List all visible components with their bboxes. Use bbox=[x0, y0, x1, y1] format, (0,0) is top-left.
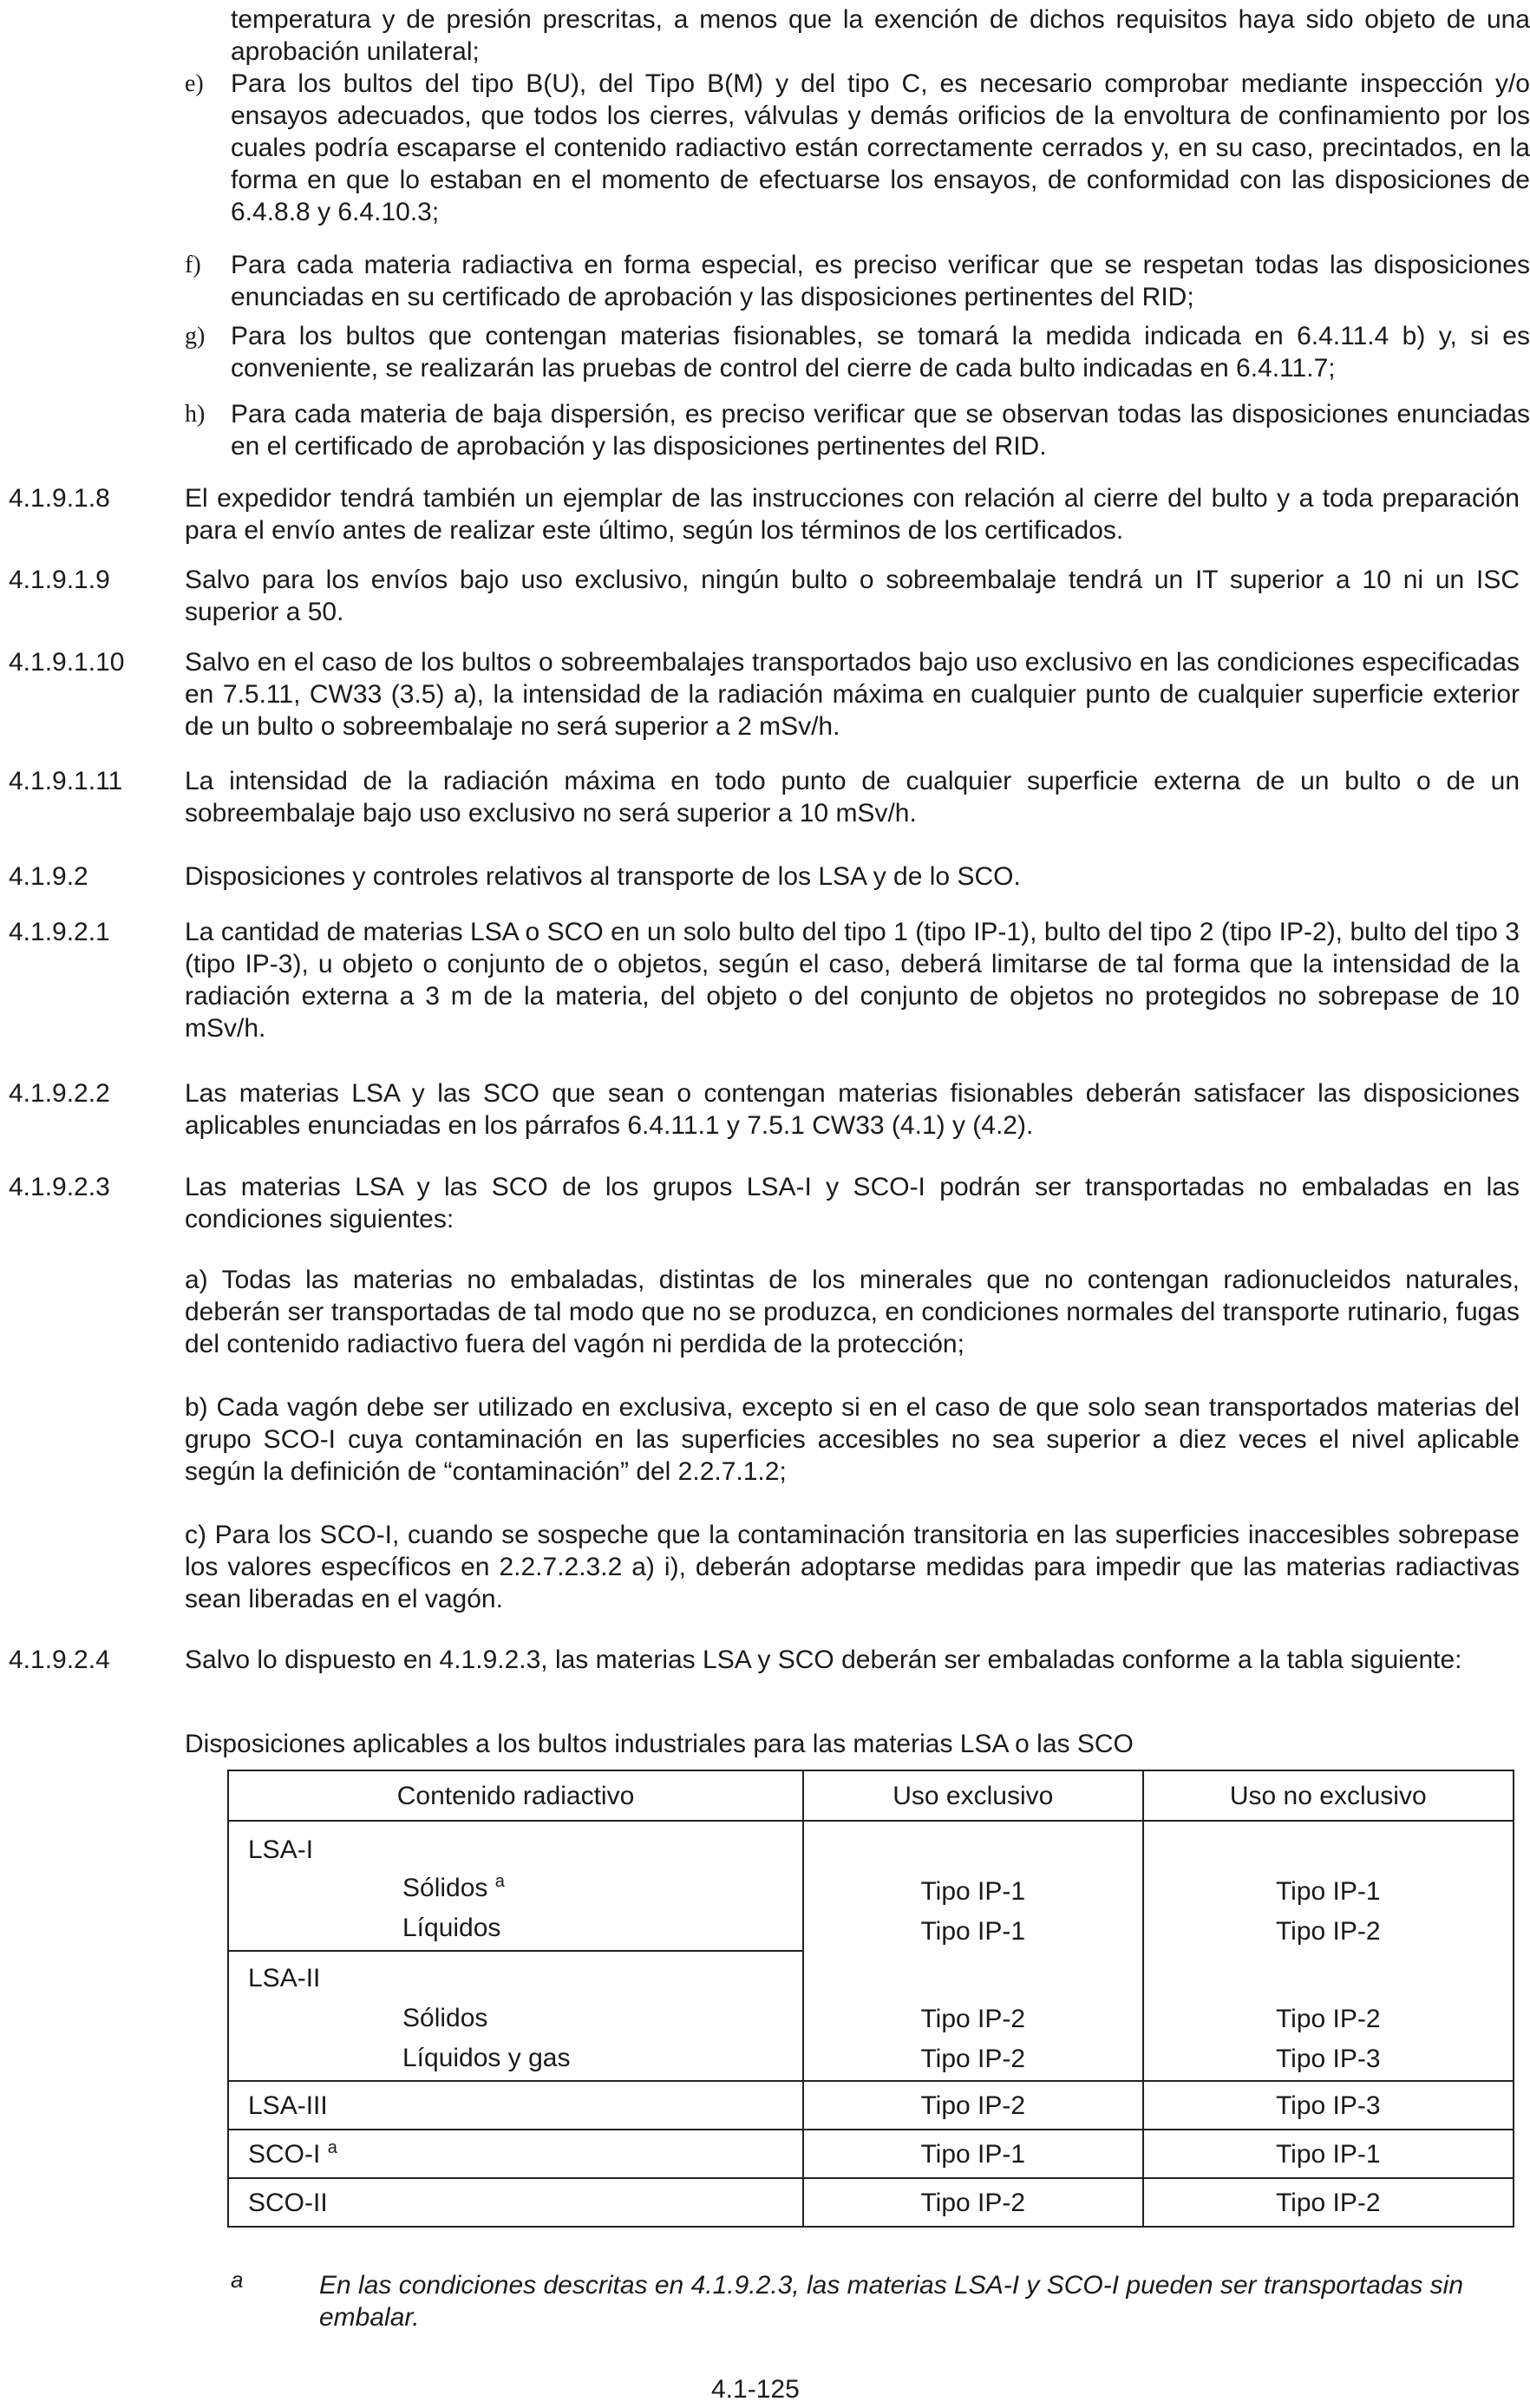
header-contenido: Contenido radiactivo bbox=[228, 1770, 803, 1821]
section-number: 4.1.9.2.4 bbox=[9, 1646, 110, 1674]
section-text: Salvo lo dispuesto en 4.1.9.2.3, las materias LSA y SCO deberán ser embaladas conforme a la tabla siguiente: bbox=[185, 1646, 1462, 1674]
table-row-lsa-i bbox=[228, 1821, 1514, 1951]
row-label: LSA-I bbox=[248, 1835, 314, 1864]
list-letter: e) bbox=[185, 70, 204, 97]
list-text: Para cada materia de baja dispersión, es preciso verificar que se observan todas las disposiciones enunciadas en el certificado de aprobación y las disposiciones pertinentes del RID. bbox=[231, 400, 1530, 461]
section-number: 4.1.9.1.8 bbox=[9, 484, 110, 513]
section-heading: Disposiciones y controles relativos al transporte de los LSA y de lo SCO. bbox=[185, 862, 1021, 891]
header-uso-no-exclusivo: Uso no exclusivo bbox=[1143, 1770, 1514, 1821]
sub-label-liquidos-gas: Líquidos y gas bbox=[402, 2044, 571, 2072]
value: Tipo IP-1 bbox=[1275, 1877, 1381, 1906]
section-text: Las materias LSA y las SCO que sean o contengan materias fisionables deberán satisfacer las disposiciones aplicables enunciadas en los párrafos 6.4.11.1 y 7.5.1 CW33 (4.1) y (4.2). bbox=[185, 1079, 1520, 1140]
condition-a: a) Todas las materias no embaladas, distintas de los minerales que no contengan radionucleidos naturales, deberán ser transportadas de tal modo que no se produzca, en condiciones normales del transporte rutinario, fugas del contenido radiactivo fuera del vagón ni perdida de la protección; bbox=[185, 1266, 1520, 1358]
footnote-mark: a bbox=[231, 2267, 244, 2293]
list-letter: f) bbox=[185, 252, 201, 278]
value: Tipo IP-1 bbox=[1143, 2130, 1514, 2178]
value: Tipo IP-2 bbox=[1275, 2005, 1381, 2033]
sub-label-liquidos: Líquidos bbox=[402, 1914, 501, 1942]
section-number: 4.1.9.1.11 bbox=[9, 767, 123, 795]
item-d-continuation: temperatura y de presión prescritas, a menos que la exención de dichos requisitos haya sido objeto de una aprobación unilateral; bbox=[231, 5, 1530, 66]
row-label: SCO-II bbox=[228, 2178, 803, 2227]
section-number: 4.1.9.1.10 bbox=[9, 648, 125, 677]
value: Tipo IP-2 bbox=[1143, 2178, 1514, 2227]
table-caption: Disposiciones aplicables a los bultos industriales para las materias LSA o las SCO bbox=[185, 1730, 1134, 1758]
section-text: El expedidor tendrá también un ejemplar de las instrucciones con relación al cierre del bulto y a toda preparación para el envío antes de realizar este último, según los términos de los certificados. bbox=[185, 484, 1520, 545]
table-row-sco-i bbox=[228, 2130, 1514, 2178]
section-number: 4.1.9.2 bbox=[9, 862, 88, 891]
value: Tipo IP-1 bbox=[803, 2130, 1143, 2178]
section-text: Las materias LSA y las SCO de los grupos LSA-I y SCO-I podrán ser transportadas no embaladas en las condiciones siguientes: bbox=[185, 1173, 1520, 1233]
section-text: Salvo para los envíos bajo uso exclusivo, ningún bulto o sobreembalaje tendrá un IT superior a 10 ni un ISC superior a 50. bbox=[185, 566, 1520, 626]
value: Tipo IP-2 bbox=[920, 2045, 1026, 2073]
list-text: Para los bultos del tipo B(U), del Tipo B(M) y del tipo C, es necesario comprobar mediante inspección y/o ensayos adecuados, que todos los cierres, válvulas y demás orificios de la envoltura de confinamiento por los cuales podría escaparse el contenido radiactivo están correctamente cerrados y, en su caso, precintados, en la forma en que lo estaban en el momento de efectuarse los ensayos, de conformidad con las disposiciones de 6.4.8.8 y 6.4.10.3; bbox=[231, 69, 1530, 226]
page-number: 4.1-125 bbox=[711, 2375, 800, 2404]
list-text: Para cada materia radiactiva en forma especial, es preciso verificar que se respetan todas las disposiciones enunciadas en su certificado de aprobación y las disposiciones pertinentes del RID; bbox=[231, 251, 1530, 311]
condition-c: c) Para los SCO-I, cuando se sospeche que la contaminación transitoria en las superficies inaccesibles sobrepase los valores específicos en 2.2.7.2.3.2 a) i), deberán adoptarse medidas para impedir que las materias radiactivas sean liberadas en el vagón. bbox=[185, 1521, 1520, 1613]
table-row-lsa-iii bbox=[228, 2081, 1514, 2130]
value: Tipo IP-2 bbox=[803, 2178, 1143, 2227]
value: Tipo IP-2 bbox=[803, 2081, 1143, 2130]
value: Tipo IP-2 bbox=[920, 2005, 1026, 2033]
cell-lsa-i-nonexcl bbox=[1143, 1821, 1514, 1951]
list-text: Para los bultos que contengan materias fisionables, se tomará la medida indicada en 6.4.11.4 b) y, si es conveniente, se realizarán las pruebas de control del cierre de cada bulto indicadas en 6.4.11.7; bbox=[231, 322, 1530, 383]
section-number: 4.1.9.2.2 bbox=[9, 1079, 110, 1108]
row-label-sco-i: SCO-I $^a$ bbox=[228, 2130, 803, 2178]
section-text: Salvo en el caso de los bultos o sobreembalajes transportados bajo uso exclusivo en las condiciones especificadas en 7.5.11, CW33 (3.5) a), la intensidad de la radiación máxima en cualquier punto de cualquier superficie exterior de un bulto o sobreembalaje no será superior a 2 mSv/h. bbox=[185, 648, 1520, 741]
cell-lsa-ii bbox=[228, 1951, 803, 2081]
footnote-ref: a bbox=[327, 2137, 337, 2157]
value: Tipo IP-3 bbox=[1143, 2081, 1514, 2130]
cell-lsa-i-excl bbox=[803, 1821, 1143, 1951]
footnote-text: En las condiciones descritas en 4.1.9.2.3, las materias LSA-I y SCO-I pueden ser transportadas sin embalar. bbox=[319, 2271, 1464, 2332]
header-uso-exclusivo: Uso exclusivo bbox=[803, 1770, 1143, 1821]
section-text: La intensidad de la radiación máxima en todo punto de cualquier superficie externa de un bulto o de un sobreembalaje bajo uso exclusivo no será superior a 10 mSv/h. bbox=[185, 767, 1520, 828]
value: Tipo IP-2 bbox=[1275, 1917, 1381, 1946]
sub-label-solidos: Sólidos bbox=[402, 2004, 488, 2032]
list-letter: g) bbox=[185, 323, 206, 350]
footnote-ref: a bbox=[494, 1872, 505, 1891]
section-number: 4.1.9.2.3 bbox=[9, 1173, 110, 1201]
section-text: La cantidad de materias LSA o SCO en un solo bulto del tipo 1 (tipo IP-1), bulto del tipo 2 (tipo IP-2), bulto del tipo 3 (tipo IP-3), u objeto o conjunto de o objetos, según el caso, deberá limitarse de tal forma que la intensidad de la radiación externa a 3 m de la materia, del objeto o del conjunto de objetos no protegidos no sobrepase de 10 mSv/h. bbox=[185, 918, 1520, 1043]
value: Tipo IP-3 bbox=[1275, 2045, 1381, 2073]
value: Tipo IP-1 bbox=[920, 1877, 1026, 1906]
value: Tipo IP-1 bbox=[920, 1917, 1026, 1946]
table-row-lsa-ii bbox=[228, 1951, 1514, 2081]
sub-label-solidos: Sólidos $^a$ bbox=[402, 1872, 505, 1902]
list-letter: h) bbox=[185, 401, 206, 428]
cell-lsa-ii-nonexcl bbox=[1143, 1951, 1514, 2081]
row-label: LSA-II bbox=[248, 1964, 321, 1992]
row-label: LSA-III bbox=[228, 2081, 803, 2130]
cell-lsa-i bbox=[228, 1821, 803, 1951]
section-number: 4.1.9.2.1 bbox=[9, 918, 110, 946]
table-header-row bbox=[228, 1770, 1514, 1821]
table-row-sco-ii bbox=[228, 2178, 1514, 2227]
section-number: 4.1.9.1.9 bbox=[9, 566, 110, 594]
condition-b: b) Cada vagón debe ser utilizado en exclusiva, excepto si en el caso de que solo sean transportados materias del grupo SCO-I cuya contaminación en las superficies accesibles no sea superior a diez veces el nivel aplicable según la definición de “contaminación” del 2.2.7.1.2; bbox=[185, 1393, 1520, 1486]
cell-lsa-ii-excl bbox=[803, 1951, 1143, 2081]
packaging-table bbox=[227, 1770, 1514, 2228]
